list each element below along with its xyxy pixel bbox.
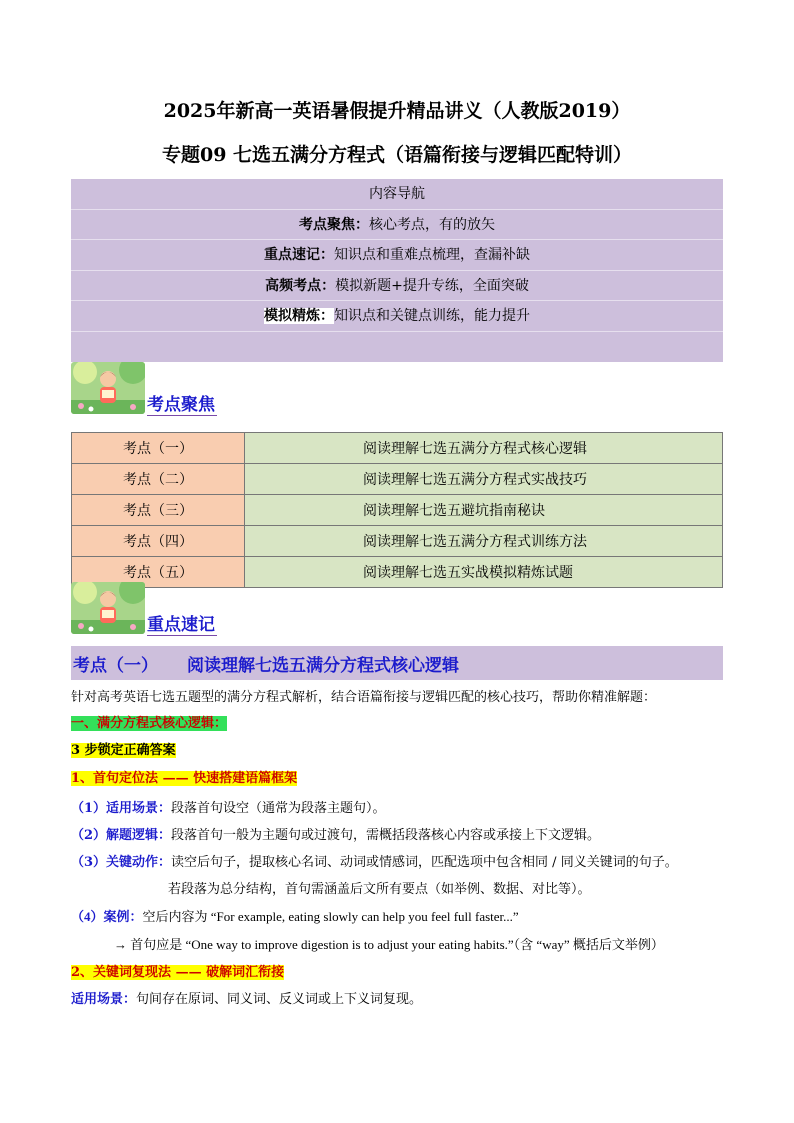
heading-3: 1、首句定位法 —— 快速搭建语篇框架 (71, 771, 298, 786)
section-header-suji (71, 582, 217, 634)
nav-row: 高频考点：模拟新题+提升专练，全面突破 (71, 271, 723, 302)
table-row: 考点（三） 阅读理解七选五避坑指南秘诀 (72, 495, 723, 526)
table-row: 考点（五） 阅读理解七选五实战模拟精炼试题 (72, 557, 723, 588)
table-row: 考点（四） 阅读理解七选五满分方程式训练方法 (72, 526, 723, 557)
table-row: 考点（二） 阅读理解七选五满分方程式实战技巧 (72, 464, 723, 495)
item-1: （1）适用场景：段落首句设空（通常为段落主题句）。 (71, 801, 386, 816)
kaodian-label: 考点（一） (73, 656, 158, 676)
content-navigation (71, 179, 723, 362)
item-4-cont: → 首句应是 “One way to improve digestion is to adjust your eating habits.”（含 “way” 概括后文举例） (114, 937, 664, 952)
document-subtitle: 专题09 七选五满分方程式（语篇衔接与逻辑匹配特训） (161, 144, 633, 166)
kaodian-title: 阅读理解七选五满分方程式核心逻辑 (187, 656, 459, 676)
heading-1: 一、满分方程式核心逻辑： (71, 716, 228, 731)
intro-text: 针对高考英语七选五题型的满分方程式解析，结合语篇衔接与逻辑匹配的核心技巧，帮助你精准解题： (71, 690, 657, 705)
item-3-cont: 若段落为总分结构，首句需涵盖后文所有要点（如举例、数据、对比等）。 (168, 882, 591, 897)
nav-row: 重点速记：知识点和重难点梳理，查漏补缺 (71, 240, 723, 271)
nav-heading: 内容导航 (71, 179, 723, 210)
nav-row: 考点聚焦：核心考点，有的放矢 (71, 210, 723, 241)
heading-2: 3 步锁定正确答案 (71, 743, 176, 758)
nav-row: 模拟精炼：知识点和关键点训练，能力提升 (71, 301, 723, 332)
item-2: （2）解题逻辑：段落首句一般为主题句或过渡句，需概括段落核心内容或承接上下文逻辑。 (71, 828, 601, 843)
item-5: 适用场景：句间存在原词、同义词、反义词或上下义词复现。 (71, 992, 423, 1007)
kaodian-heading-bar (71, 646, 723, 680)
document-title: 2025年新高一英语暑假提升精品讲义（人教版2019） (163, 100, 631, 122)
boy-reading-illustration (71, 362, 145, 414)
boy-reading-illustration (71, 582, 145, 634)
section-header-kaodian (71, 362, 217, 414)
item-4: （4）案例：空后内容为 “For example, eating slowly can help you feel full faster...” (71, 909, 519, 924)
heading-4: 2、关键词复现法 —— 破解词汇衔接 (71, 965, 285, 980)
section-title: 考点聚焦 (147, 390, 217, 416)
section-title: 重点速记 (147, 610, 217, 636)
table-row: 考点（一） 阅读理解七选五满分方程式核心逻辑 (72, 433, 723, 464)
item-3: （3）关键动作：读空后句子，提取核心名词、动词或情感词，匹配选项中包含相同 / 同义关键词的句子。 (71, 855, 678, 870)
kaodian-table (71, 432, 723, 588)
